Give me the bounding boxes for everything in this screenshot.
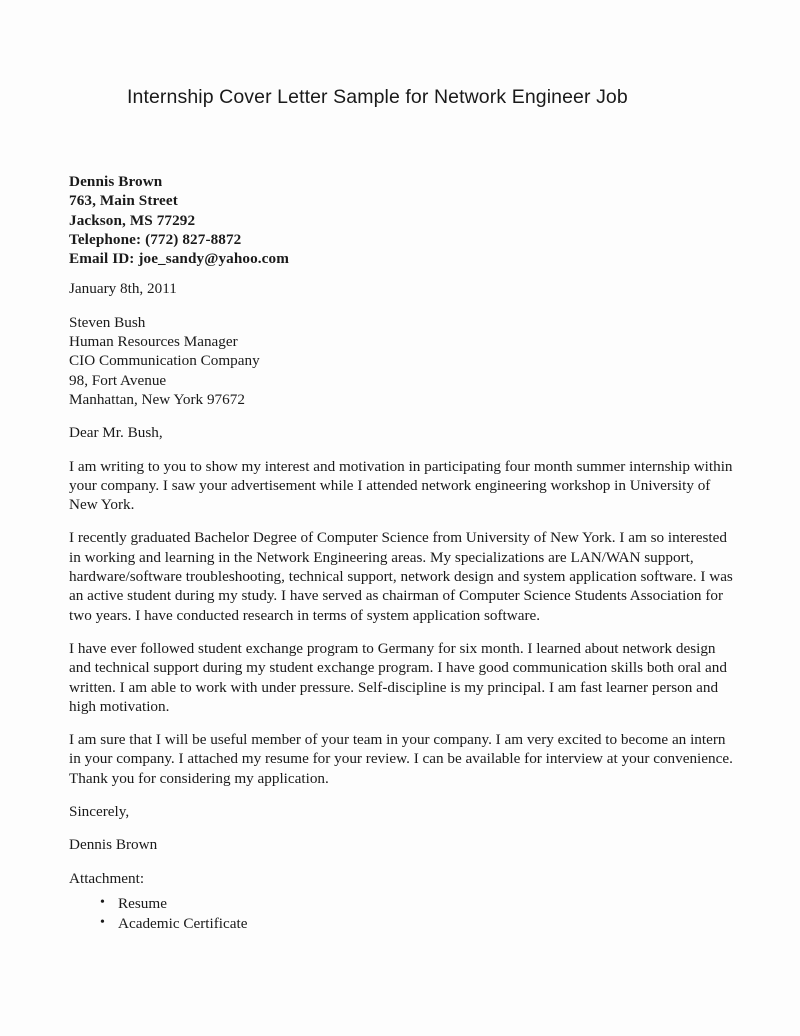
body-paragraph-2: I recently graduated Bachelor Degree of Computer Science from University of New York. I am so interested in working and learning in the Network Engineering areas. My specializations are LAN/WAN support, hardware/software troubleshooting, technical support, network design and system application software. I was an active student during my study. I have served as chairman of Computer Science Students Association for two years. I have conducted research in terms of system application software. bbox=[69, 529, 733, 624]
recipient-street: 98, Fort Avenue bbox=[69, 371, 167, 389]
body-paragraph-3: I have ever followed student exchange program to Germany for six month. I learned about network design and technical support during my student exchange program. I have good communication skills both oral and written. I am able to work with under pressure. Self-discipline is my principal. I am fast learner person and high motivation. bbox=[69, 639, 727, 715]
letter-body bbox=[69, 172, 733, 933]
sender-street: 763, Main Street bbox=[69, 192, 178, 210]
salutation: Dear Mr. Bush, bbox=[69, 424, 163, 442]
recipient-city-state-zip: Manhattan, New York 97672 bbox=[69, 390, 245, 408]
sender-email: Email ID: joe_sandy@yahoo.com bbox=[69, 250, 289, 268]
attachment-item-label: Resume bbox=[118, 894, 167, 912]
sender-telephone: Telephone: (772) 827-8872 bbox=[69, 230, 242, 248]
body-paragraph-1: I am writing to you to show my interest and motivation in participating four month summer internship within your company. I saw your advertisement while I attended network engineering workshop in University of New York. bbox=[69, 457, 733, 514]
recipient-title: Human Resources Manager bbox=[69, 333, 238, 351]
sender-address-block bbox=[69, 172, 733, 268]
letter-date: January 8th, 2011 bbox=[69, 280, 177, 298]
recipient-name: Steven Bush bbox=[69, 313, 146, 331]
bullet-icon: • bbox=[100, 914, 105, 930]
page-title: Internship Cover Letter Sample for Network Engineer Job bbox=[127, 86, 628, 108]
sender-city-state-zip: Jackson, MS 77292 bbox=[69, 211, 196, 229]
attachment-list bbox=[69, 894, 733, 934]
attachment-item-label: Academic Certificate bbox=[118, 914, 248, 932]
recipient-company: CIO Communication Company bbox=[69, 352, 260, 370]
closing-line: Sincerely, bbox=[69, 803, 130, 821]
bullet-icon: • bbox=[100, 894, 105, 910]
attachment-label: Attachment: bbox=[69, 869, 145, 887]
body-paragraph-4: I am sure that I will be useful member of your team in your company. I am very excited to become an intern in your company. I attached my resume for your review. I can be available for interview at your convenience. Thank you for considering my application. bbox=[69, 731, 733, 787]
list-item bbox=[69, 914, 733, 934]
sender-name: Dennis Brown bbox=[69, 173, 163, 190]
recipient-address-block bbox=[69, 313, 733, 409]
signature-name: Dennis Brown bbox=[69, 836, 158, 854]
list-item bbox=[69, 894, 733, 914]
